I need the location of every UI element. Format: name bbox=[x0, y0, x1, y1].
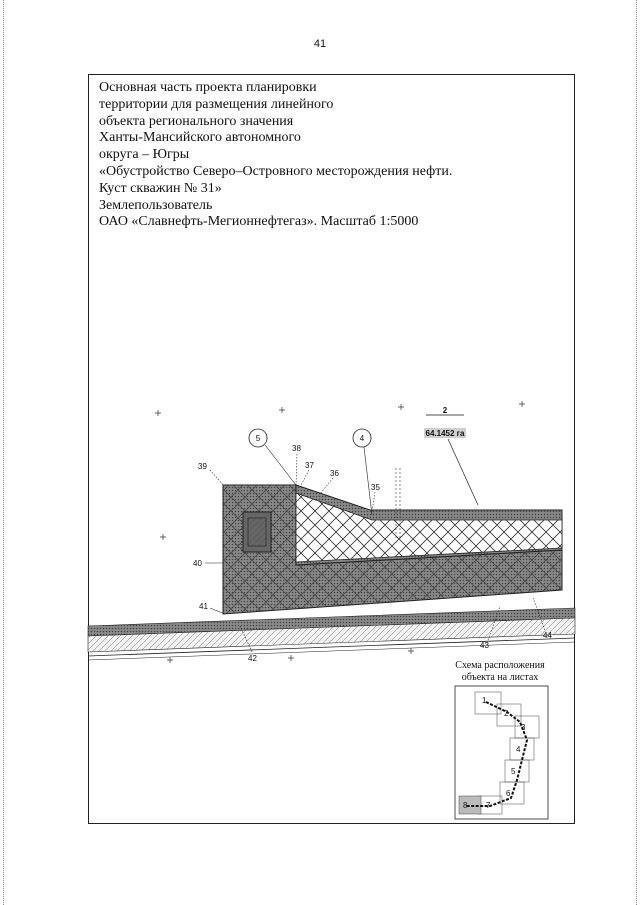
title-line: округа – Югры bbox=[99, 147, 190, 163]
inset-sheet-label: 2 bbox=[504, 709, 509, 718]
parcel-area: 64.1452 га bbox=[425, 429, 465, 438]
inset-sheet-label: 1 bbox=[482, 696, 487, 705]
point-label-36: 36 bbox=[330, 469, 339, 478]
inset-sheet-label: 5 bbox=[511, 767, 516, 776]
title-line: Куст скважин № 31» bbox=[99, 180, 222, 196]
inset-title-line-1: Схема расположения bbox=[455, 660, 545, 671]
title-line: Ханты-Мансийского автономного bbox=[99, 130, 301, 146]
point-label-39: 39 bbox=[198, 462, 207, 471]
road-corridor bbox=[88, 608, 575, 660]
title-line: «Обустройство Северо–Островного месторождения нефти. bbox=[99, 163, 453, 179]
inset-sheet-label: 4 bbox=[516, 745, 521, 754]
point-label-43: 43 bbox=[480, 641, 489, 650]
title-line: ОАО «Славнефть-Мегионнефтегаз». Масштаб 1:5000 bbox=[99, 214, 419, 230]
parcel-label bbox=[424, 406, 478, 505]
page-number: 41 bbox=[313, 38, 327, 50]
circle-marker-5 bbox=[249, 429, 296, 485]
circle-marker-4 bbox=[353, 429, 372, 515]
inset-sheet-label: 6 bbox=[506, 789, 511, 798]
point-label-40: 40 bbox=[193, 559, 202, 568]
point-label-38: 38 bbox=[292, 444, 301, 453]
circle-marker-label: 5 bbox=[255, 434, 261, 443]
point-label-42: 42 bbox=[248, 654, 257, 663]
title-line: Землепользователь bbox=[99, 197, 213, 213]
title-line: Основная часть проекта планировки bbox=[99, 80, 317, 95]
point-label-44: 44 bbox=[543, 631, 552, 640]
well-pad-area bbox=[223, 468, 562, 614]
inset-sheet-label: 8 bbox=[463, 801, 468, 810]
inset-sheet-label: 3 bbox=[521, 723, 526, 732]
inset-sheet-label: 7 bbox=[486, 801, 491, 810]
point-label-37: 37 bbox=[305, 461, 314, 470]
inset-title-line-2: объекта на листах bbox=[461, 672, 539, 683]
circle-marker-label: 4 bbox=[359, 434, 365, 443]
point-label-41: 41 bbox=[199, 602, 208, 611]
parcel-number: 2 bbox=[442, 406, 448, 415]
title-line: объекта регионального значения bbox=[99, 113, 294, 129]
point-label-35: 35 bbox=[371, 483, 380, 492]
title-line: территории для размещения линейного bbox=[99, 96, 334, 112]
sheet-layout-inset bbox=[455, 660, 548, 819]
